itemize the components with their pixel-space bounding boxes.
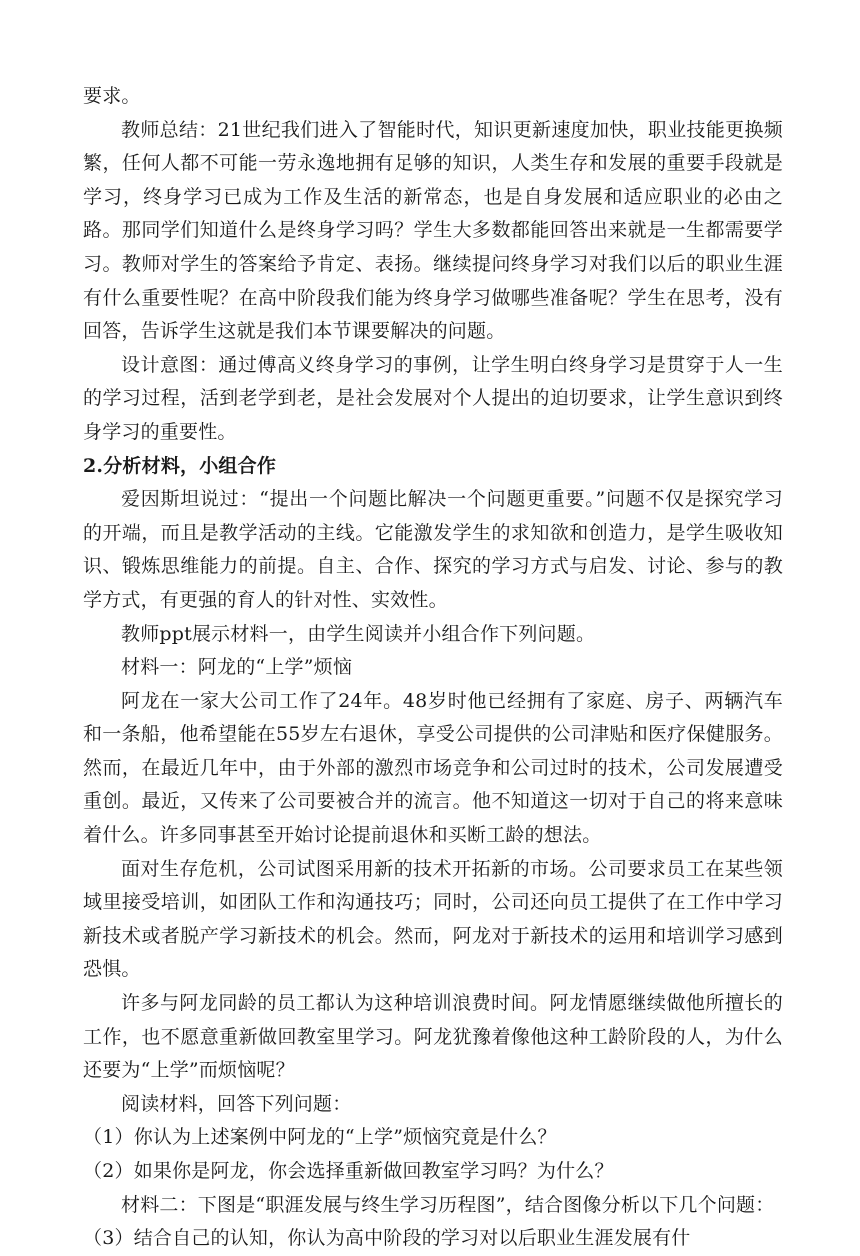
paragraph-design-intent: 设计意图：通过傅高义终身学习的事例，让学生明白终身学习是贯穿于人一生的学习过程，活到老学到老，是社会发展对个人提出的迫切要求，让学生意识到终身学习的重要性。 bbox=[83, 353, 783, 443]
question-1: （1）你认为上述案例中阿龙的“上学”烦恼究竟是什么？ bbox=[83, 1126, 557, 1149]
paragraph-continuation: 要求。 bbox=[83, 85, 141, 107]
paragraph-einstein: 爱因斯坦说过：“提出一个问题比解决一个问题更重要。”问题不仅是探究学习的开端，而且是教学活动的主线。它能激发学生的求知欲和创造力，是学生吸收知识、锻炼思维能力的前提。自主、合作、探究的学习方式与启发、讨论、参与的教学方式，有更强的育人的针对性、实效性。 bbox=[83, 488, 783, 611]
section-heading: 2.分析材料，小组合作 bbox=[83, 454, 277, 477]
material-one-title: 材料一：阿龙的“上学”烦恼 bbox=[121, 656, 353, 679]
paragraph-ppt: 教师ppt展示材料一，由学生阅读并小组合作下列问题。 bbox=[121, 622, 596, 645]
question-3: （3）结合自己的认知，你认为高中阶段的学习对以后职业生涯发展有什 bbox=[83, 1227, 691, 1250]
paragraph-teacher-summary: 教师总结：21世纪我们进入了智能时代，知识更新速度加快，职业技能更换频繁，任何人都不可能一劳永逸地拥有足够的知识，人类生存和发展的重要手段就是学习，终身学习已成为工作及生活的新常态，也是自身发展和适应职业的必由之路。那同学们知道什么是终身学习吗？学生大多数都能回答出来就是一生都需要学习。教师对学生的答案给予肯定、表扬。继续提问终身学习对我们以后的职业生涯有什么重要性呢？在高中阶段我们能为终身学习做哪些准备呢？学生在思考，没有回答，告诉学生这就是我们本节课要解决的问题。 bbox=[83, 118, 783, 343]
material-two: 材料二：下图是“职涯发展与终生学习历程图”，结合图像分析以下几个问题： bbox=[121, 1193, 775, 1216]
paragraph-read-material: 阅读材料，回答下列问题： bbox=[121, 1092, 352, 1115]
document-body bbox=[83, 80, 783, 1256]
paragraph-along-3: 许多与阿龙同龄的员工都认为这种培训浪费时间。阿龙情愿继续做他所擅长的工作，也不愿意重新做回教室里学习。阿龙犹豫着像他这种工龄阶段的人，为什么还要为“上学”而烦恼呢？ bbox=[83, 992, 783, 1082]
question-2: （2）如果你是阿龙，你会选择重新做回教室学习吗？为什么？ bbox=[83, 1160, 614, 1182]
paragraph-along-1: 阿龙在一家大公司工作了24年。48岁时他已经拥有了家庭、房子、两辆汽车和一条船，他希望能在55岁左右退休，享受公司提供的公司津贴和医疗保健服务。然而，在最近几年中，由于外部的激烈市场竞争和公司过时的技术，公司发展遭受重创。最近，又传来了公司要被合并的流言。他不知道这一切对于自己的将来意味着什么。许多同事甚至开始讨论提前退休和买断工龄的想法。 bbox=[83, 689, 783, 847]
paragraph-along-2: 面对生存危机，公司试图采用新的技术开拓新的市场。公司要求员工在某些领域里接受培训，如团队工作和沟通技巧；同时，公司还向员工提供了在工作中学习新技术或者脱产学习新技术的机会。然而，阿龙对于新技术的运用和培训学习感到恐惧。 bbox=[83, 857, 783, 981]
